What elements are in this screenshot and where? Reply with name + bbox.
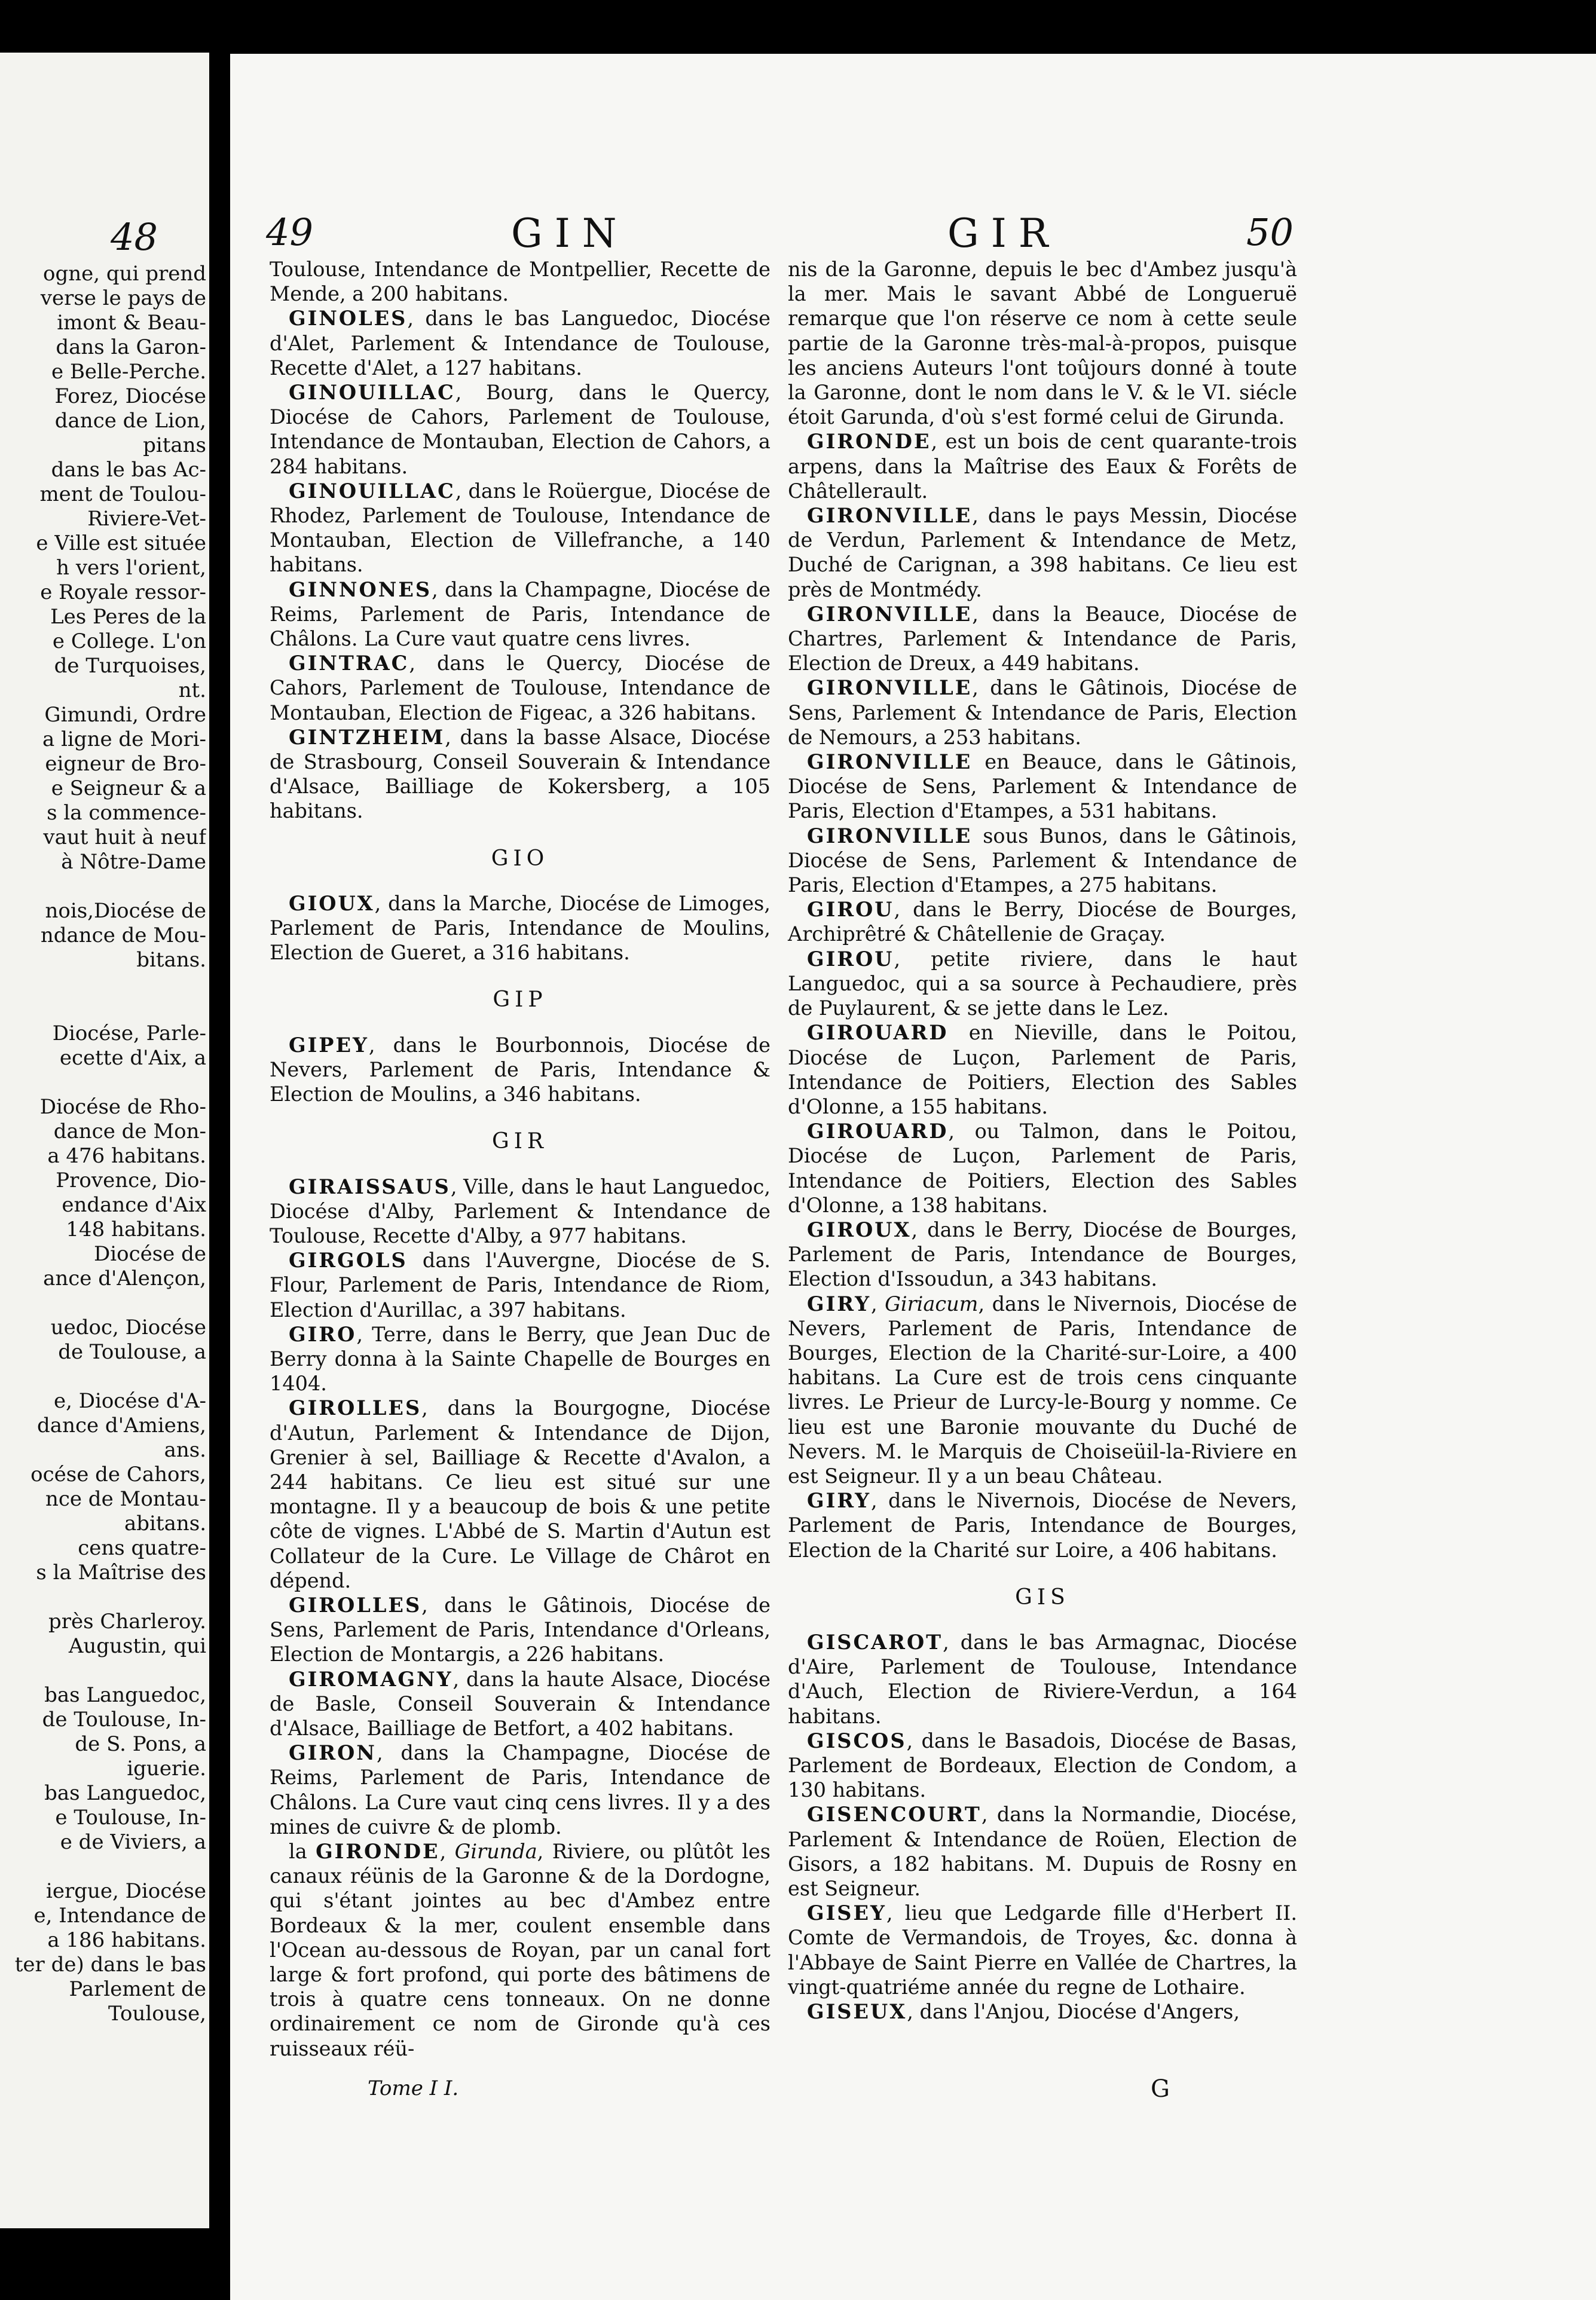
entry-headword: GIRY: [807, 1292, 872, 1316]
entry-latin-name: Giriacum: [885, 1292, 979, 1316]
left-page-line: e Belle-Perche.: [51, 360, 206, 384]
entry-text: , dans la Bourgogne, Diocése d'Autun, Parlement & Intendance de Dijon, Grenier à sel, Bailliage & Recette d'Avalon, a 244 habitans. Ce lieu est situé sur une montagne. Il y a beaucoup de bois & une petite côte de vignes. L'Abbé de S. Martin d'Autun est Collateur de la Cure. Le Village de Chârot en dépend.: [270, 1396, 771, 1592]
left-page-line: [0, 1071, 206, 1095]
left-page-line: iguerie.: [127, 1757, 206, 1781]
left-page-line: près Charleroy.: [48, 1610, 206, 1634]
left-page-line: Riviere-Vet-: [87, 507, 206, 531]
left-page-line: [0, 1365, 206, 1389]
left-page-line: nt.: [178, 678, 206, 702]
left-page-line: ndance de Mou-: [40, 923, 206, 947]
left-page-line: [0, 1585, 206, 1610]
section-heading: GIO: [491, 846, 549, 871]
entry-headword: GIROU: [807, 947, 894, 971]
entry-text: , dans le Berry, Diocése de Bourges, Parlement de Paris, Intendance de Bourges, Election d'Issoudun, a 343 habitans.: [788, 1218, 1297, 1291]
dictionary-entry: [270, 891, 771, 965]
entry-headword: GINTRAC: [289, 652, 409, 675]
page-number-left: 49: [266, 210, 313, 254]
entry-latin-name: Girunda: [454, 1839, 537, 1863]
dictionary-entry: [788, 1218, 1297, 1292]
entry-headword: GIROLLES: [289, 1396, 422, 1420]
entry-headword: GIRONVILLE: [807, 824, 973, 848]
dictionary-entry: [788, 257, 1297, 429]
dictionary-entry: la GIRONDE, Girunda, Riviere, ou plûtôt les canaux réünis de la Garonne & de la Dordogne, qui s'étant jointes au bec d'Ambez entre Bordeaux & la mer, coulent ensemble dans l'Ocean au-dessous de Royan, par un canal fort large & fort profond, qui porte des bâtimens de trois à quatre cens tonneaux. On ne donne ordinairement ce nom de Gironde qu'à ces ruisseaux réü-: [270, 1839, 771, 2060]
left-page-line: abitans.: [124, 1512, 206, 1536]
entry-headword: GIRONVILLE: [807, 504, 973, 528]
left-page-line: Augustin, qui: [68, 1634, 206, 1658]
entry-headword: GINTZHEIM: [289, 725, 445, 749]
dictionary-entry: [270, 1033, 771, 1107]
entry-headword: GISCAROT: [807, 1630, 943, 1654]
entry-text: , dans le bas Languedoc, Diocése d'Alet, Parlement & Intendance de Toulouse, Recette d'Alet, a 127 habitans.: [270, 307, 771, 380]
dictionary-entry: [270, 1667, 771, 1741]
entry-text: , ou Talmon, dans le Poitou, Diocése de Luçon, Parlement de Paris, Intendance de Poitiers, Election des Sables d'Olonne, a 138 habitans.: [788, 1120, 1297, 1217]
left-page-line: dance de Mon-: [53, 1120, 206, 1143]
dictionary-entry: [270, 380, 771, 479]
dictionary-entry: [788, 750, 1297, 824]
left-page-line: bas Languedoc,: [44, 1683, 206, 1707]
dictionary-entry: [788, 1901, 1297, 1999]
entry-text: , dans le Gâtinois, Diocése de Sens, Parlement & Intendance de Paris, Election de Nemours, a 253 habitans.: [788, 676, 1297, 749]
entry-headword: GIROLLES: [289, 1593, 422, 1617]
page-number-right: 50: [1246, 210, 1294, 254]
entry-headword: GIRON: [289, 1741, 377, 1765]
left-page-line: ans.: [164, 1438, 206, 1462]
left-page-fragment: [0, 53, 209, 2228]
dictionary-entry: [788, 675, 1297, 750]
left-page-line: dance de Lion,: [54, 409, 206, 433]
dictionary-entry: [788, 824, 1297, 898]
entry-text: dans l'Auvergne, Diocése de S. Flour, Parlement de Paris, Intendance de Riom, Election d'Aurillac, a 397 habitans.: [270, 1249, 771, 1322]
dictionary-entry: [788, 897, 1297, 946]
left-page-line: h vers l'orient,: [56, 556, 206, 580]
left-page-line: Diocése, Parle-: [52, 1021, 206, 1045]
column-right: [788, 257, 1297, 2024]
entry-text: , dans la Champagne, Diocése de Reims, Parlement de Paris, Intendance de Châlons. La Cure vaut quatre cens livres.: [270, 577, 771, 651]
entry-headword: GIRONVILLE: [807, 676, 973, 700]
left-page-line: e de Viviers, a: [60, 1830, 206, 1854]
left-page-line: e Royale ressor-: [40, 580, 206, 604]
entry-headword: GINOUILLAC: [289, 479, 455, 503]
dictionary-entry: [270, 257, 771, 306]
left-page-line: nce de Montau-: [45, 1487, 206, 1511]
entry-text: , Terre, dans le Berry, que Jean Duc de Berry donna à la Sainte Chapelle de Bourges en 1404.: [270, 1322, 771, 1396]
dictionary-entry: [788, 1488, 1297, 1562]
left-page-line: de Toulouse, In-: [42, 1708, 206, 1732]
entry-headword: GINNONES: [289, 577, 432, 601]
left-page-line: dance d'Amiens,: [37, 1414, 206, 1437]
entry-headword: GISEUX: [807, 2000, 907, 2024]
entry-text: , dans le Basadois, Diocése de Basas, Parlement de Bordeaux, Election de Condom, a 130 habitans.: [788, 1729, 1297, 1802]
dictionary-entry: [270, 1396, 771, 1593]
left-page-line: ecette d'Aix, a: [59, 1046, 206, 1070]
left-page-line: e Ville est située: [36, 531, 206, 555]
dictionary-entry: [270, 725, 771, 824]
left-page-text: [0, 262, 206, 2026]
left-page-line: endance d'Aix: [62, 1193, 206, 1217]
left-page-line: vaut huit à neuf: [43, 825, 206, 849]
dictionary-entry: [788, 1630, 1297, 1729]
left-page-line: [0, 997, 206, 1021]
entry-text: , dans la basse Alsace, Diocése de Strasbourg, Conseil Souverain & Intendance d'Alsace, Bailliage de Kokersberg, a 105 habitans.: [270, 725, 771, 823]
left-page-line: a ligne de Mori-: [42, 727, 206, 751]
entry-text: , dans la Champagne, Diocése de Reims, Parlement de Paris, Intendance de Châlons. La Cure vaut cinq cens livres. Il y a des mines de cuivre & de plomb.: [270, 1741, 771, 1839]
section-heading: GIP: [493, 987, 548, 1013]
entry-headword: GIROUX: [807, 1218, 912, 1241]
dictionary-entry: [270, 1322, 771, 1396]
dictionary-entry: [788, 429, 1297, 503]
main-page: [230, 54, 1596, 2300]
left-page-line: Provence, Dio-: [56, 1169, 206, 1192]
entry-text: , dans le Nivernois, Diocése de Nevers, Parlement de Paris, Intendance de Bourges, Election de la Charité sur Loire, a 406 habitans.: [788, 1489, 1297, 1562]
left-page-line: [0, 1855, 206, 1879]
left-page-line: de Toulouse, a: [58, 1340, 206, 1364]
dictionary-entry: [788, 1729, 1297, 1803]
left-page-line: océse de Cahors,: [30, 1463, 206, 1487]
dictionary-entry: [270, 651, 771, 725]
dictionary-entry: [270, 1248, 771, 1322]
left-page-line: s la Maîtrise des: [36, 1561, 206, 1585]
left-page-line: nois,Diocése de: [45, 899, 206, 923]
entry-text: , Bourg, dans le Quercy, Diocése de Cahors, Parlement de Toulouse, Intendance de Montauban, Election de Cahors, a 284 habitans.: [270, 381, 771, 478]
entry-text: , dans le Nivernois, Diocése de Nevers, Parlement de Paris, Intendance de Bourges, Election de la Charité-sur-Loire, a 400 habitans. La Cure est de trois cens cinquante livres. Le Prieur de Lurcy-le-Bourg y nomme. Ce lieu est une Baronie mouvante du Duché de Nevers. M. le Marquis de Choiseüil-la-Riviere en est Seigneur. Il y a un beau Château.: [788, 1292, 1297, 1488]
entry-headword: GIOUX: [289, 891, 375, 915]
entry-text: , dans l'Anjou, Diocése d'Angers,: [907, 2000, 1240, 2024]
left-page-line: de S. Pons, a: [75, 1732, 206, 1756]
entry-text: , dans la haute Alsace, Diocése de Basle, Conseil Souverain & Intendance d'Alsace, Bailliage de Betfort, a 402 habitans.: [270, 1667, 771, 1740]
left-page-line: iergue, Diocése: [46, 1879, 206, 1903]
left-page-line: ment de Toulou-: [39, 482, 206, 506]
left-page-line: e College. L'on: [52, 629, 206, 653]
entry-text: , dans le pays Messin, Diocése de Verdun, Parlement & Intendance de Metz, Duché de Carignan, a 398 habitans. Ce lieu est près de Montmédy.: [788, 504, 1297, 601]
entry-text: , dans le Roüergue, Diocése de Rhodez, Parlement de Toulouse, Intendance de Montauban, Election de Villefranche, a 140 habitans.: [270, 479, 771, 577]
entry-text: , dans le Gâtinois, Diocése de Sens, Parlement de Paris, Intendance d'Orleans, Election de Montargis, a 226 habitans.: [270, 1593, 771, 1666]
left-page-line: Gimundi, Ordre: [44, 703, 206, 727]
left-page-line: bas Languedoc,: [44, 1781, 206, 1805]
dictionary-entry: [788, 1020, 1297, 1119]
running-head-right: GIR: [947, 210, 1060, 256]
left-page-line: à Nôtre-Dame: [61, 850, 206, 874]
entry-headword: GIROMAGNY: [289, 1667, 453, 1691]
left-page-line: imont & Beau-: [57, 311, 206, 335]
entry-headword: GISENCOURT: [807, 1803, 982, 1827]
dictionary-entry: [270, 1175, 771, 1249]
entry-text: , dans la Marche, Diocése de Limoges, Parlement de Paris, Intendance de Moulins, Election de Gueret, a 316 habitans.: [270, 891, 771, 965]
entry-text: , dans le bas Armagnac, Diocése d'Aire, Parlement de Toulouse, Intendance d'Auch, Election de Riviere-Verdun, a 164 habitans.: [788, 1630, 1297, 1728]
entry-text: , dans la Beauce, Diocése de Chartres, Parlement & Intendance de Paris, Election de Dreux, a 449 habitans.: [788, 602, 1297, 675]
left-page-line: bitans.: [136, 948, 206, 972]
entry-text: Toulouse, Intendance de Montpellier, Recette de Mende, a 200 habitans.: [270, 258, 771, 306]
left-page-line: ogne, qui prend: [42, 262, 206, 286]
dictionary-entry: [270, 1593, 771, 1667]
left-page-line: Les Peres de la: [50, 605, 206, 629]
entry-prefix: la: [289, 1839, 316, 1863]
dictionary-entry: [788, 503, 1297, 602]
left-page-line: Diocése de: [93, 1242, 206, 1266]
entry-text: , dans le Berry, Diocése de Bourges, Archiprêtré & Châtellenie de Graçay.: [788, 898, 1297, 946]
entry-headword: GIRO: [289, 1322, 357, 1346]
entry-text: , lieu que Ledgarde fille d'Herbert II. Comte de Vermandois, de Troyes, &c. donna à l'Abbaye de Saint Pierre en Vallée de Chartres, la vingt-quatriéme année du regne de Lothaire.: [788, 1901, 1297, 1999]
left-page-line: [0, 1291, 206, 1316]
dictionary-entry: [270, 306, 771, 380]
dictionary-entry: [270, 479, 771, 577]
left-page-line: [0, 1659, 206, 1683]
left-page-line: e, Diocése d'A-: [53, 1389, 206, 1413]
entry-headword: GINOLES: [289, 307, 408, 331]
entry-text: , petite riviere, dans le haut Languedoc, qui a sa source à Pechaudiere, près de Puylaurent, & se jette dans le Lez.: [788, 947, 1297, 1020]
left-page-line: Toulouse,: [108, 2002, 206, 2026]
left-page-line: Forez, Diocése: [54, 384, 206, 408]
dictionary-entry: [788, 1802, 1297, 1901]
signature-mark: G: [1151, 2075, 1170, 2103]
left-page-line: [0, 972, 206, 997]
left-page-line: e Toulouse, In-: [55, 1806, 206, 1830]
left-page-line: de Turquoises,: [54, 654, 206, 678]
left-page-line: a 186 habitans.: [47, 1928, 206, 1952]
entry-text: en Beauce, dans le Gâtinois, Diocése de Sens, Parlement & Intendance de Paris, Election d'Etampes, a 531 habitans.: [788, 750, 1297, 823]
entry-headword: GIROUARD: [807, 1120, 949, 1143]
entry-headword: GIRONVILLE: [807, 750, 973, 774]
left-page-line: dans la Garon-: [56, 335, 206, 359]
left-page-line: 148 habitans.: [66, 1218, 206, 1241]
dictionary-entry: [270, 1741, 771, 1839]
left-page-number: 48: [111, 215, 158, 259]
entry-text: , Riviere, ou plûtôt les canaux réünis de la Garonne & de la Dordogne, qui s'étant jointes au bec d'Ambez entre Bordeaux & la mer, coulent ensemble dans l'Ocean au-dessous de Royan, par un canal fort large & fort profond, qui porte des bâtimens de trois à quatre cens tonneaux. On ne donne ordinairement ce nom de Gironde qu'à ces ruisseaux réü-: [270, 1839, 771, 2060]
left-page-line: uedoc, Diocése: [50, 1316, 206, 1339]
footer-volume: Tome I I.: [368, 2076, 459, 2100]
entry-headword: GIRAISSAUS: [289, 1175, 451, 1198]
entry-text: , dans le Quercy, Diocése de Cahors, Parlement de Toulouse, Intendance de Montauban, Election de Figeac, a 326 habitans.: [270, 652, 771, 724]
dictionary-entry: [788, 1119, 1297, 1218]
left-page-line: e Seigneur & a: [51, 776, 206, 800]
entry-headword: GIRY: [807, 1489, 872, 1513]
left-page-line: verse le pays de: [40, 286, 206, 310]
entry-headword: GINOUILLAC: [289, 381, 455, 405]
column-left: [270, 257, 771, 2061]
left-page-line: cens quatre-: [78, 1536, 206, 1560]
left-page-line: ter de) dans le bas: [14, 1953, 206, 1977]
left-page-line: s la commence-: [47, 801, 206, 825]
entry-headword: GIRGOLS: [289, 1249, 408, 1273]
dictionary-entry: [788, 1999, 1297, 2024]
section-heading: GIS: [1015, 1585, 1070, 1610]
entry-text: en Nieville, dans le Poitou, Diocése de Luçon, Parlement de Paris, Intendance de Poitiers, Election des Sables d'Olonne, a 155 habitans.: [788, 1021, 1297, 1118]
entry-headword: GISCOS: [807, 1729, 907, 1752]
entry-headword: GIRONVILLE: [807, 602, 973, 626]
entry-headword: GIRONDE: [807, 430, 931, 454]
left-page-line: [0, 874, 206, 899]
entry-headword: GIRONDE: [316, 1839, 440, 1863]
dictionary-entry: [788, 947, 1297, 1021]
entry-headword: GIROUARD: [807, 1021, 949, 1045]
entry-text: , est un bois de cent quarante-trois arpens, dans la Maîtrise des Eaux & Forêts de Châtellerault.: [788, 430, 1297, 503]
dictionary-entry: GIRY, Giriacum, dans le Nivernois, Diocése de Nevers, Parlement de Paris, Intendance de Bourges, Election de la Charité-sur-Loire, a 400 habitans. La Cure est de trois cens cinquante livres. Le Prieur de Lurcy-le-Bourg y nomme. Ce lieu est une Baronie mouvante du Duché de Nevers. M. le Marquis de Choiseüil-la-Riviere en est Seigneur. Il y a un beau Château.: [788, 1292, 1297, 1488]
left-page-line: ance d'Alençon,: [43, 1267, 206, 1290]
entry-text: , Ville, dans le haut Languedoc, Diocése d'Alby, Parlement & Intendance de Toulouse, Recette d'Alby, a 977 habitans.: [270, 1175, 771, 1247]
entry-text: , dans la Normandie, Diocése, Parlement & Intendance de Roüen, Election de Gisors, a 182 habitans. M. Dupuis de Rosny en est Seigneur.: [788, 1803, 1297, 1900]
dictionary-entry: [270, 577, 771, 652]
left-page-line: Diocése de Rho-: [39, 1095, 206, 1119]
entry-headword: GIROU: [807, 898, 894, 922]
running-head-left: GIN: [511, 210, 629, 256]
left-page-line: a 476 habitans.: [47, 1144, 206, 1168]
left-page-line: dans le bas Ac-: [51, 458, 206, 482]
left-page-line: Parlement de: [69, 1977, 206, 2001]
entry-text: sous Bunos, dans le Gâtinois, Diocése de Sens, Parlement & Intendance de Paris, Election d'Etampes, a 275 habitans.: [788, 824, 1297, 897]
left-page-line: pitans: [143, 433, 206, 457]
dictionary-entry: [788, 602, 1297, 676]
entry-text: , dans le Bourbonnois, Diocése de Nevers, Parlement de Paris, Intendance & Election de Moulins, a 346 habitans.: [270, 1033, 771, 1106]
entry-headword: GIPEY: [289, 1033, 369, 1057]
left-page-line: eigneur de Bro-: [45, 752, 206, 776]
entry-headword: GISEY: [807, 1901, 886, 1925]
left-page-line: e, Intendance de: [33, 1904, 206, 1928]
section-heading: GIR: [491, 1129, 549, 1154]
entry-text: nis de la Garonne, depuis le bec d'Ambez jusqu'à la mer. Mais le savant Abbé de Longueruë remarque que l'on réserve ce nom à cette seule partie de la Garonne très-mal-à-propos, puisque les anciens Auteurs l'ont toûjours donné à toute la Garonne, dont le nom dans le V. & le VI. siécle étoit Garunda, d'où s'est formé celui de Girunda.: [788, 258, 1297, 429]
